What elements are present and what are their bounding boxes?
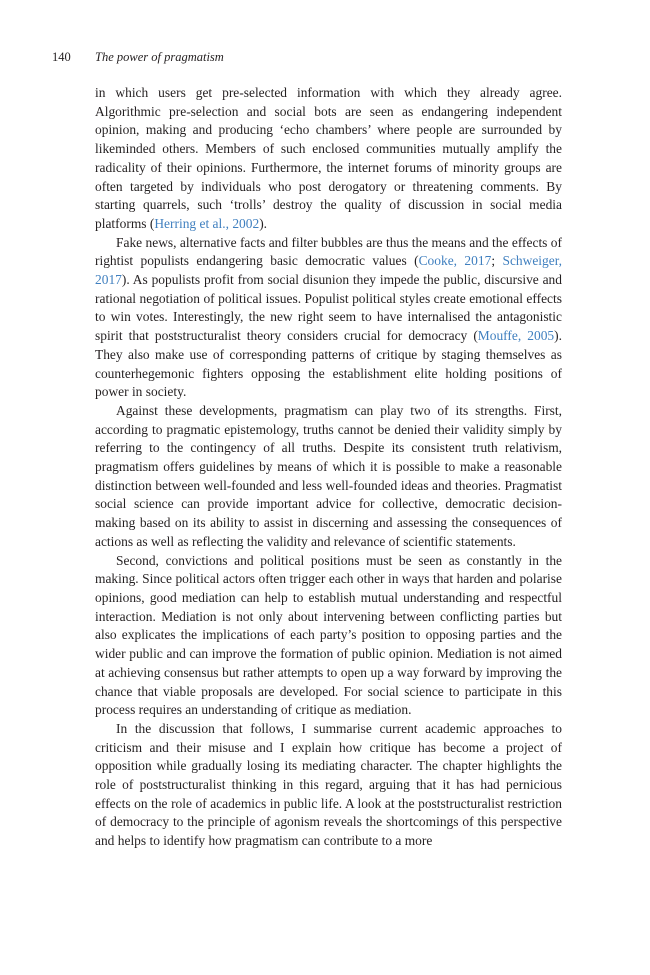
paragraph-5 [95, 720, 562, 851]
text-segment: ). As populists profit from social disunion they impede the public, discursive and rational negotiation of political issues. Populist political styles create emotional effects to win votes. Interestingly, the new right seem to have internalised the antagonistic spirit that poststructuralist theory considers crucial for democracy ( [95, 272, 562, 344]
paragraph-3 [95, 402, 562, 552]
body-text [95, 84, 562, 851]
text-segment: in which users get pre-selected information with which they already agree. Algorithmic pre-selection and social bots are seen as endangering independent opinion, making and producing ‘echo chambers’ where people are surrounded by likeminded others. Members of such enclosed communities mutually amplify the radicality of their opinions. Furthermore, the internet forums of minority groups are often targeted by individuals who post derogatory or threatening comments. By starting quarrels, such ‘trolls’ destroy the quality of discussion in social media platforms ( [95, 85, 562, 231]
text-segment: ; [491, 253, 503, 269]
running-header [52, 48, 224, 66]
citation-mouffe-2005[interactable]: Mouffe, 2005 [477, 328, 555, 344]
text-segment: ). [259, 215, 268, 231]
citation-schweiger-2017[interactable]: Schweiger, 2017 [95, 253, 563, 288]
running-title: The power of pragmatism [95, 50, 224, 64]
text-segment: In the discussion that follows, I summarise current academic approaches to criticism and their misuse and I explain how critique has become a project of opposition while gradually losing its mediating character. The chapter highlights the role of poststructuralist thinking in this regard, arguing that it has had pernicious effects on the role of academics in public life. A look at the poststructuralist restriction of democracy to the principle of agonism reveals the shortcomings of this perspective and helps to identify how pragmatism can contribute to a more [95, 720, 562, 849]
text-segment: Against these developments, pragmatism can play two of its strengths. First, according to pragmatic epistemology, truths cannot be denied their validity simply by referring to the contingency of all truths. Despite its consistent truth relativism, pragmatism offers guidelines by means of which it is possible to make a reasonable distinction between well-founded and less well-founded ideas and theories. Pragmatist social science can provide important advice for collective, democratic decision-making based on its ability to assist in discerning and assessing the consequences of actions as well as reflecting the validity and relevance of scientific statements. [95, 402, 562, 549]
paragraph-1 [95, 84, 562, 234]
paragraph-4 [95, 552, 562, 720]
paragraph-2 [95, 234, 562, 402]
text-segment: ). They also make use of corresponding patterns of critique by staging themselves as counterhegemonic fighters opposing the establishment elite holding positions of power in society. [95, 328, 562, 400]
text-segment: Second, convictions and political positions must be seen as constantly in the making. Since political actors often trigger each other in ways that harden and polarise opinions, good mediation can help to establish mutual understanding and respectful interaction. Mediation is not only about intervening between conflicting parties but also explicates the implications of each party’s position to opposing parties and the wider public and can improve the formation of public opinion. Mediation is not aimed at achieving consensus but rather attempts to open up a way forward by improving the chance that viable proposals are developed. For social science to participate in this process requires an understanding of critique as mediation. [95, 552, 562, 718]
page-number: 140 [52, 50, 71, 64]
citation-herring-2002[interactable]: Herring et al., 2002 [154, 215, 260, 231]
citation-cooke-2017[interactable]: Cooke, 2017 [418, 253, 492, 269]
text-segment: Fake news, alternative facts and filter bubbles are thus the means and the effects of rightist populists endangering basic democratic values ( [95, 234, 562, 269]
